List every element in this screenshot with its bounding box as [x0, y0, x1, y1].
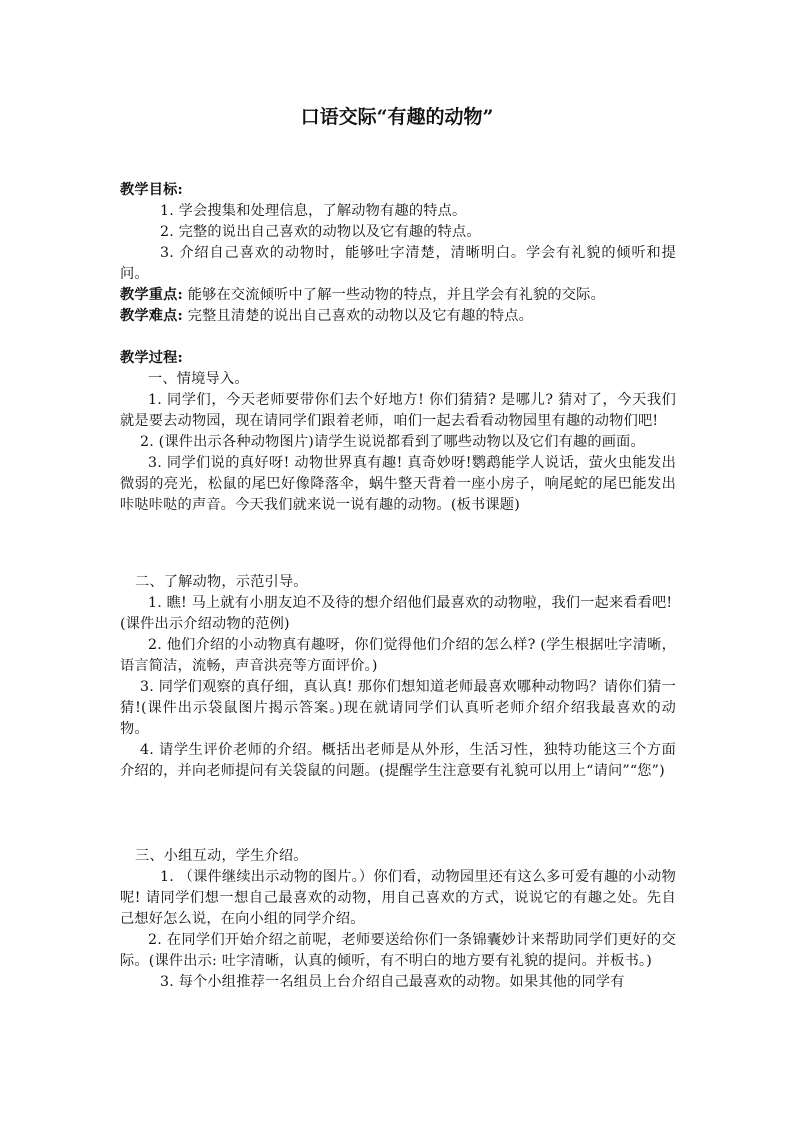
section3-block — [120, 846, 676, 993]
section-heading: 二、了解动物，示范引导。 — [135, 574, 308, 590]
section-heading: 三、小组互动，学生介绍。 — [135, 848, 308, 864]
goal-item: 1. 学会搜集和处理信息，了解动物有趣的特点。 — [160, 203, 467, 219]
difficulty-text: 完整且清楚的说出自己喜欢的动物以及它有趣的特点。 — [187, 308, 534, 324]
section-paragraph: 2. (课件出示各种动物图片)请学生说说都看到了哪些动物以及它们有趣的画面。 — [140, 434, 645, 450]
goal-item: 2. 完整的说出自己喜欢的动物以及它有趣的特点。 — [160, 224, 481, 240]
section2-block — [120, 572, 676, 782]
section-paragraph: 2. 在同学们开始介绍之前呢，老师要送给你们一条锦囊妙计来帮助同学们更好的交际。(课件出示: 吐字清晰，认真的倾听，有不明白的地方要有礼貌的提问。并板书。) — [120, 932, 676, 969]
difficulty-label: 教学难点: — [120, 308, 183, 324]
section-paragraph: 1. 瞧! 马上就有小朋友迫不及待的想介绍他们最喜欢的动物啦，我们一起来看看吧! — [148, 595, 673, 611]
process-label: 教学过程: — [120, 350, 183, 366]
section-paragraph: 1. 同学们，今天老师要带你们去个好地方! 你们猜猜? 是哪儿? 猜对了，今天我们就是要去动物园，现在请同学们跟着老师，咱们一起去看看动物园里有趣的动物们吧! — [120, 392, 676, 429]
page-title: 口语交际“有趣的动物” — [300, 106, 494, 128]
section-note: (课件出示介绍动物的范例) — [120, 616, 290, 632]
key-point-text: 能够在交流倾听中了解一些动物的特点，并且学会有礼貌的交际。 — [187, 287, 605, 303]
section-paragraph: 3. 每个小组推荐一名组员上台介绍自己最喜欢的动物。如果其他的同学有 — [160, 974, 625, 990]
goal-item: 3. 介绍自己喜欢的动物时，能够吐字清楚，清晰明白。学会有礼貌的倾听和提问。 — [120, 245, 676, 282]
key-point-label: 教学重点: — [120, 287, 183, 303]
section-paragraph: 3. 同学们观察的真仔细，真认真! 那你们想知道老师最喜欢哪种动物吗？请你们猜一猜!(课件出示袋鼠图片揭示答案。)现在就请同学们认真听老师介绍介绍我最喜欢的动物。 — [120, 679, 676, 737]
process-block — [120, 348, 676, 516]
section-paragraph: 4. 请学生评价老师的介绍。概括出老师是从外形，生活习性，独特功能这三个方面介绍的，并向老师提问有关袋鼠的问题。(提醒学生注意要有礼貌可以用上“请问”“您”) — [120, 742, 676, 779]
key-point-line — [120, 285, 676, 306]
section-paragraph: 3. 同学们说的真好呀! 动物世界真有趣! 真奇妙呀!鹦鹉能学人说话，萤火虫能发出微弱的亮光，松鼠的尾巴好像降落伞，蜗牛整天背着一座小房子，响尾蛇的尾巴能发出咔哒咔哒的声音。今天我们就来说一说有趣的动物。(板书课题) — [120, 455, 676, 513]
section-paragraph: 2. 他们介绍的小动物真有趣呀，你们觉得他们介绍的怎么样? (学生根据吐字清晰，语言简洁，流畅，声音洪亮等方面评价。) — [120, 637, 676, 674]
difficulty-line — [120, 306, 676, 327]
section-paragraph: 1. （课件继续出示动物的图片。）你们看，动物园里还有这么多可爱有趣的小动物呢! 请同学们想一想自己最喜欢的动物，用自己喜欢的方式，说说它的有趣之处。先自己想好怎么说，在向小组的同学介绍。 — [120, 869, 676, 927]
goals-label: 教学目标: — [120, 182, 183, 198]
goals-block — [120, 180, 676, 327]
section-heading: 一、情境导入。 — [148, 371, 249, 387]
